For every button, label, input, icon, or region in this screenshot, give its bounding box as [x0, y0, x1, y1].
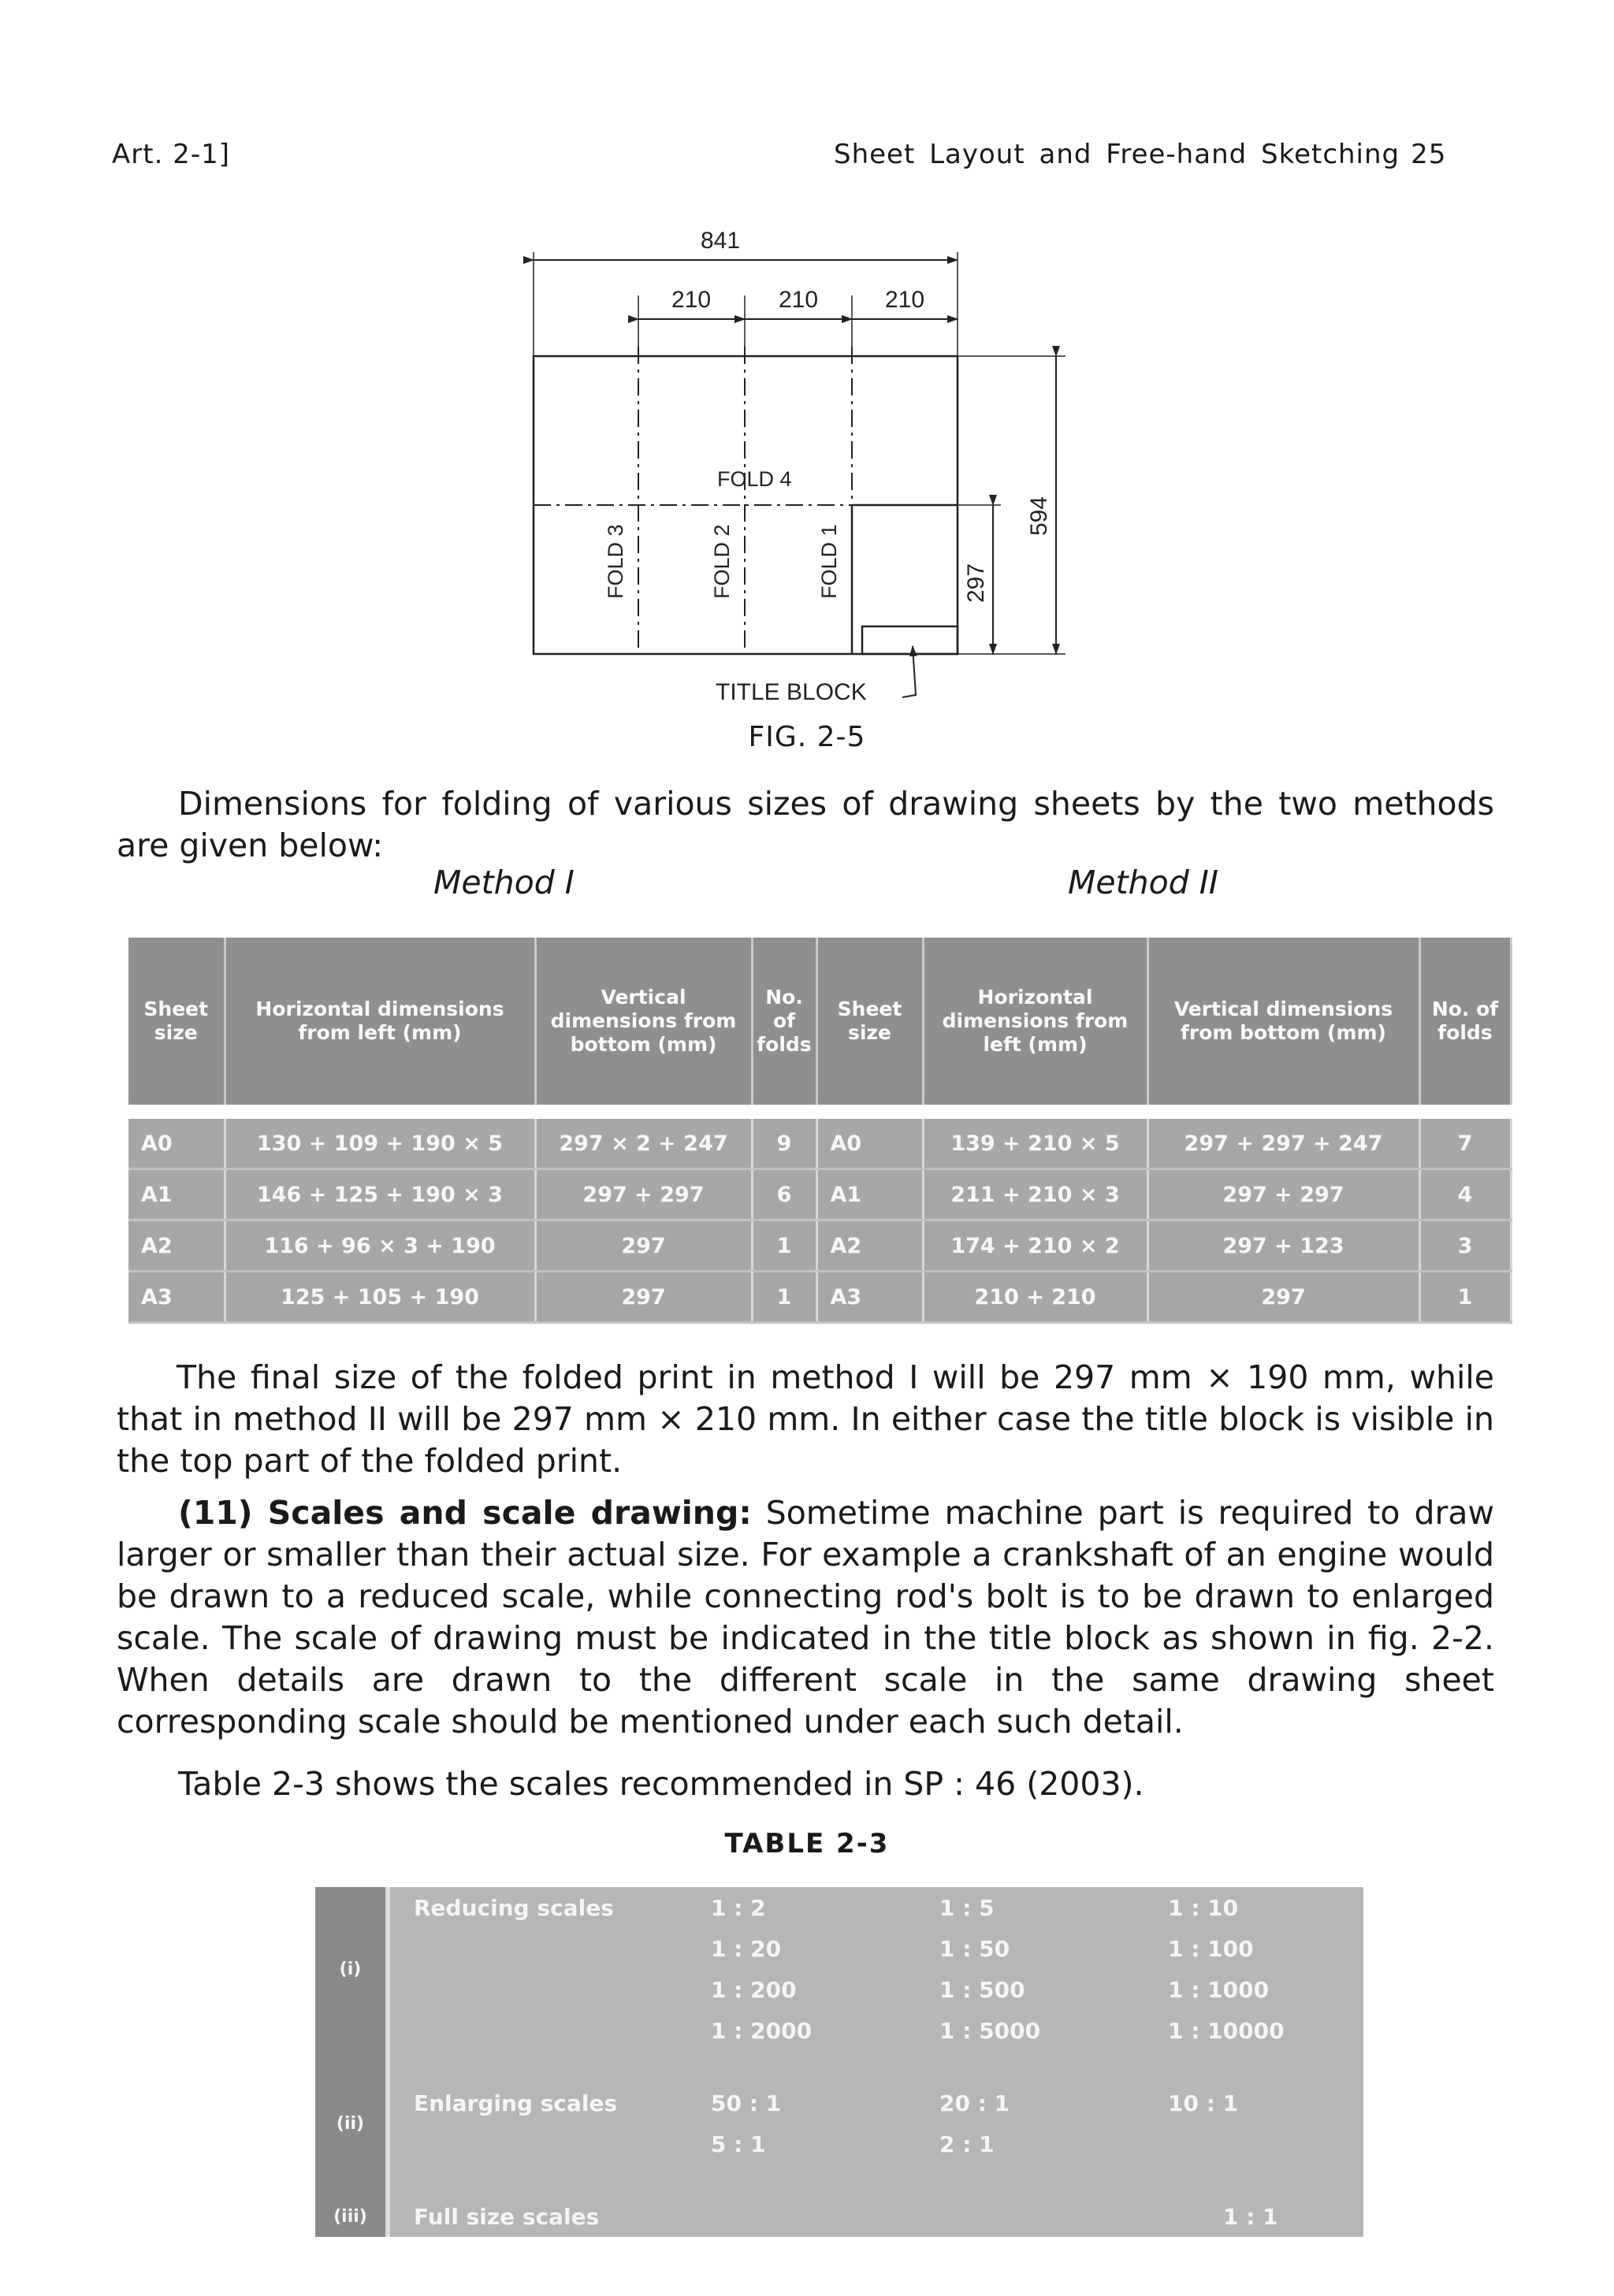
table-cell: 297 + 297	[1147, 1169, 1419, 1220]
running-header-left: Art. 2-1]	[112, 139, 230, 170]
table-cell: 297	[535, 1272, 752, 1323]
table-row	[315, 2082, 1363, 2123]
table-cell: 174 + 210 × 2	[923, 1220, 1147, 1272]
scale-group-label: Reducing scales	[388, 1887, 679, 1928]
table-cell: 139 + 210 × 5	[923, 1119, 1147, 1169]
table-cell: 130 + 109 + 190 × 5	[225, 1119, 535, 1169]
paragraph-folded-size: The final size of the folded print in method I will be 297 mm × 190 mm, while that in method II will be 297 mm × 210 mm. In either case the title block is visible in the top part of the folded print.	[117, 1358, 1494, 1480]
table-cell: 297	[535, 1220, 752, 1272]
table-cell: 1 : 2	[679, 1887, 908, 1928]
table-cell: 211 + 210 × 3	[923, 1169, 1147, 1220]
col-header: Vertical dimensions from bottom (mm)	[535, 938, 752, 1105]
table-cell: A1	[816, 1169, 923, 1220]
table-gap	[128, 1105, 1511, 1119]
table-cell: 1 : 50	[908, 1928, 1136, 1969]
table-cell: 5 : 1	[679, 2123, 908, 2164]
table-cell: 7	[1419, 1119, 1511, 1169]
table-cell: 1 : 1	[1136, 2196, 1363, 2237]
dim-297: 297	[963, 563, 989, 603]
dim-seg-3: 210	[884, 287, 925, 313]
table-cell: A3	[128, 1272, 225, 1323]
paragraph-scales	[117, 1492, 1494, 1743]
table-cell: 1	[752, 1220, 816, 1272]
table-cell: 1 : 100	[1136, 1928, 1363, 1969]
scale-group-label: Full size scales	[388, 2196, 679, 2237]
table-cell: 297 × 2 + 247	[535, 1119, 752, 1169]
table-cell: A2	[816, 1220, 923, 1272]
table-cell: 1 : 20	[679, 1928, 908, 1969]
title-block	[862, 626, 958, 654]
running-header-right	[834, 139, 1446, 170]
table-cell: 10 : 1	[1136, 2082, 1363, 2123]
paragraph-table-ref: Table 2-3 shows the scales recommended in SP : 46 (2003).	[178, 1765, 1144, 1803]
table-cell: A0	[816, 1119, 923, 1169]
table-cell: 1 : 200	[679, 1969, 908, 2010]
table-row	[128, 1220, 1511, 1272]
title-block-label: TITLE BLOCK	[716, 679, 867, 701]
table-cell: 1	[752, 1272, 816, 1323]
scales-table	[315, 1887, 1363, 2237]
paragraph-intro: Dimensions for folding of various sizes of drawing sheets by the two methods are given below:	[117, 785, 1494, 864]
method-2-label: Method II	[1068, 864, 1218, 901]
col-header: Horizontal dimensions from left (mm)	[225, 938, 535, 1105]
table-cell: 297 + 297	[535, 1169, 752, 1220]
fold-3-label: FOLD 3	[604, 524, 627, 599]
scale-group-label: Enlarging scales	[388, 2082, 679, 2123]
dim-total: 841	[700, 228, 741, 254]
table-cell: 210 + 210	[923, 1272, 1147, 1323]
table-cell	[1136, 2123, 1363, 2164]
table-cell: 297 + 297 + 247	[1147, 1119, 1419, 1169]
row-number: (iii)	[315, 2196, 388, 2237]
table-row	[128, 1119, 1511, 1169]
fold-1-label: FOLD 1	[817, 524, 841, 599]
table-cell: 297	[1147, 1272, 1419, 1323]
table-row	[128, 1169, 1511, 1220]
table-row	[315, 2123, 1363, 2164]
folding-diagram	[504, 228, 1088, 701]
table-cell: 1 : 5	[908, 1887, 1136, 1928]
col-header: Horizontal dimensions from left (mm)	[923, 938, 1147, 1105]
table-cell: 1 : 500	[908, 1969, 1136, 2010]
table-cell: 3	[1419, 1220, 1511, 1272]
col-header: No. of folds	[1419, 938, 1511, 1105]
table-cell: A0	[128, 1119, 225, 1169]
table-cell: 20 : 1	[908, 2082, 1136, 2123]
row-number: (i)	[315, 1887, 388, 2051]
row-number: (ii)	[315, 2082, 388, 2164]
table-cell: 1 : 5000	[908, 2010, 1136, 2051]
table-cell: A1	[128, 1169, 225, 1220]
dim-seg-1: 210	[671, 287, 712, 313]
table-cell: 1 : 10	[1136, 1887, 1363, 1928]
table-cell: 9	[752, 1119, 816, 1169]
col-header: No. of folds	[752, 938, 816, 1105]
scales-heading: (11) Scales and scale drawing:	[178, 1494, 752, 1532]
table-caption: TABLE 2-3	[724, 1828, 890, 1859]
table-row	[315, 1887, 1363, 1928]
table-cell: 50 : 1	[679, 2082, 908, 2123]
folding-dimensions-table	[128, 938, 1512, 1324]
dim-seg-2: 210	[778, 287, 819, 313]
method-1-label: Method I	[433, 864, 575, 901]
table-cell: 1 : 10000	[1136, 2010, 1363, 2051]
dim-594: 594	[1026, 496, 1052, 536]
table-cell: 146 + 125 + 190 × 3	[225, 1169, 535, 1220]
table-cell: 116 + 96 × 3 + 190	[225, 1220, 535, 1272]
figure-caption: FIG. 2-5	[748, 721, 866, 753]
col-header: Vertical dimensions from bottom (mm)	[1147, 938, 1419, 1105]
table-row	[315, 1969, 1363, 2010]
table-header-row	[128, 938, 1511, 1105]
table-cell: 125 + 105 + 190	[225, 1272, 535, 1323]
table-cell: 1 : 1000	[1136, 1969, 1363, 2010]
table-cell: A3	[816, 1272, 923, 1323]
table-row	[315, 2010, 1363, 2051]
col-header: Sheet size	[128, 938, 225, 1105]
table-cell: 4	[1419, 1169, 1511, 1220]
fold-4-label: FOLD 4	[717, 467, 792, 491]
table-cell: 297 + 123	[1147, 1220, 1419, 1272]
table-row	[315, 2196, 1363, 2237]
page-number: 25	[1411, 139, 1447, 170]
table-cell: 2 : 1	[908, 2123, 1136, 2164]
table-cell: 1	[1419, 1272, 1511, 1323]
fold-2-label: FOLD 2	[710, 524, 734, 599]
running-title: Sheet Layout and Free-hand Sketching	[834, 139, 1400, 170]
table-cell: A2	[128, 1220, 225, 1272]
col-header: Sheet size	[816, 938, 923, 1105]
table-row	[128, 1272, 1511, 1323]
table-cell: 6	[752, 1169, 816, 1220]
scales-body: Sometime machine part is required to draw larger or smaller than their actual size. For example a crankshaft of an engine would be drawn to a reduced scale, while connecting rod's bolt is to be drawn to enlarged scale. The scale of drawing must be indicated in the title block as shown in fig. 2-2. When details are drawn to the different scale in the same drawing sheet corresponding scale should be mentioned under each such detail.	[117, 1494, 1494, 1741]
table-row	[315, 1928, 1363, 1969]
table-cell: 1 : 2000	[679, 2010, 908, 2051]
